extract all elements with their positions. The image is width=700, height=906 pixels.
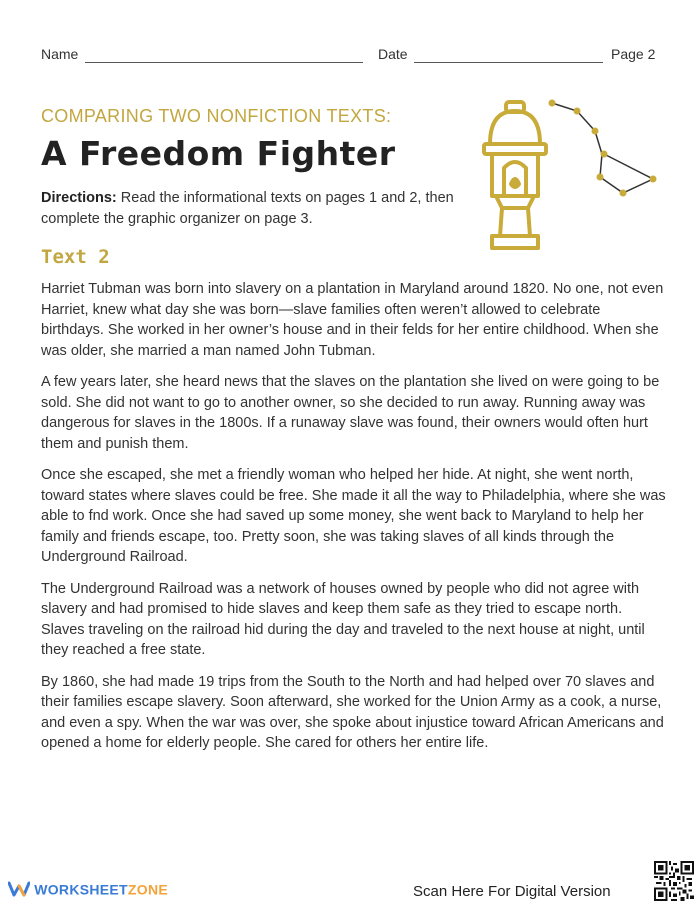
logo-word-zone: ZONE (127, 881, 168, 898)
subtitle: COMPARING TWO NONFICTION TEXTS: (41, 106, 392, 126)
directions-text: Read the informational texts on pages 1 and 2, then complete the graphic organizer on page 3. (41, 190, 454, 227)
paragraph: The Underground Railroad was a network of houses owned by people who did not agree with slavery and had promised to hide slaves and keep them safe as they tried to escape north. Slaves traveling on the railroad hid during the day and traveled to the next house at night, until they reached a free state. (41, 580, 645, 658)
logo-word-worksheet: WORKSHEET (34, 881, 128, 898)
lantern-constellation-illustration (470, 96, 670, 266)
star-markers (549, 100, 657, 197)
directions-label: Directions: (41, 190, 117, 206)
paragraph: By 1860, she had made 19 trips from the South to the North and had helped over 70 slaves and their families escape slavery. Soon afterward, she worked for the Union Army as a cook, a nurse, and even a spy. When the war was over, she spoke about injustice toward African Americans and opened a home for elderly people. She cared for others her entire life. (41, 673, 664, 751)
scan-instruction: Scan Here For Digital Version (413, 883, 611, 900)
name-field-line[interactable] (85, 62, 363, 63)
date-label: Date (378, 46, 408, 62)
lantern-icon (484, 102, 546, 248)
worksheetzone-logo[interactable] (8, 880, 168, 902)
paragraph: Once she escaped, she met a friendly woman who helped her hide. At night, she went north, toward states where slaves could be free. She made it all the way to Philadelphia, where she was able to fnd work. Once she had saved up some money, she went back to Maryland to help her family and friends escape, too. Pretty soon, she was taking slaves of all kinds through the Underground Railroad. (41, 467, 666, 565)
section-title: Text 2 (41, 246, 110, 268)
page-title: A Freedom Fighter (41, 134, 396, 173)
date-field-line[interactable] (414, 62, 603, 63)
constellation-icon (552, 103, 653, 193)
name-label: Name (41, 46, 79, 62)
directions (41, 188, 481, 230)
paragraph: A few years later, she heard news that the slaves on the plantation she lived on were going to be sold. She did not want to go to another owner, so she decided to run away. Running away was dangerous for slaves in the 1800s. If a runaway slave was found, their owners would often hurt them and punish them. (41, 374, 660, 452)
reading-passage (41, 279, 666, 765)
header-row (41, 44, 661, 66)
paragraph: Harriet Tubman was born into slavery on a plantation in Maryland around 1820. No one, not even Harriet, knew what day she was born—slave families often weren’t allowed to celebrate birthdays. She worked in her owner’s house and in their felds for her entire childhood. When she was older, she married a man named John Tubman. (41, 281, 664, 359)
logo-w-icon (8, 881, 30, 897)
qr-code-icon[interactable] (654, 861, 694, 901)
page-number: Page 2 (611, 46, 656, 62)
